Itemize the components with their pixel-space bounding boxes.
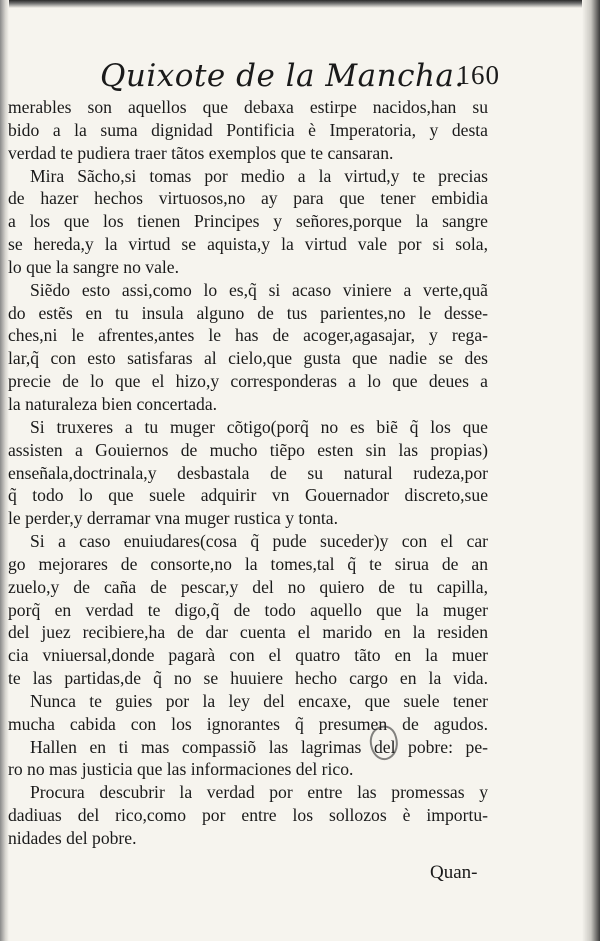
text-line: a los que los tienen Principes y señores,porque la sangre <box>8 211 488 232</box>
text-line: precie de lo que el hizo,y corresponderas a lo que deues a <box>8 371 488 392</box>
text-line: enseñala,doctrinala,y desbastala de su natural rudeza,por <box>8 462 488 483</box>
body-text <box>8 96 488 850</box>
text-line: bido a la suma dignidad Pontificia è Imperatoria, y desta <box>8 119 488 140</box>
text-line: merables son aquellos que debaxa estirpe nacidos,han su <box>8 97 488 117</box>
text-line: Si a caso enuiudares(cosa q̃ pude suceder)y con el car <box>30 531 488 552</box>
text-line: lar,q̃ con esto satisfaras al cielo,que gusta que nadie se des <box>8 348 488 369</box>
text-line: mucha cabida con los ignorantes q̃ presumen de agudos. <box>8 713 488 734</box>
text-line: nidades del pobre. <box>8 828 137 848</box>
text-line: Mira Sãcho,si tomas por medio a la virtud,y te precias <box>30 165 488 186</box>
text-line: verdad te pudiera traer tãtos exemplos que te cansaran. <box>8 142 394 163</box>
text-line: assisten a Gouiernos de mucho tiẽpo esten sin las propias) <box>8 439 488 460</box>
scan-edge-right <box>582 0 600 941</box>
text-line: te las partidas,de q̃ no se huuiere hecho cargo en la vida. <box>8 668 488 689</box>
text-line: dadiuas del rico,como por entre los sollozos è importu- <box>8 805 488 826</box>
text-line: se hereda,y la virtud se aquista,y la virtud vale por si sola, <box>8 234 488 255</box>
text-line: zuelo,y de caña de pescar,y del no quiero de tu capilla, <box>8 576 488 597</box>
text-line: porq̃ en verdad te digo,q̃ de todo aquello que la muger <box>8 599 488 620</box>
page-header <box>100 58 500 98</box>
catchword: Quan- <box>430 862 478 883</box>
text-line: cia vniuersal,donde pagarà con el quatro tãto en la muer <box>8 645 488 666</box>
text-line: le perder,y derramar vna muger rustica y tonta. <box>8 508 339 529</box>
text-line: ches,ni le afrentes,antes le has de acoger,agasajar, y rega- <box>8 325 488 346</box>
text-line: ro no mas justicia que las informaciones del rico. <box>8 759 354 780</box>
text-line: Si truxeres a tu muger cõtigo(porq̃ no es biẽ q̃ los que <box>30 416 488 437</box>
text-line: Siẽdo esto assi,como lo es,q̃ si acaso viniere a verte,quã <box>30 279 488 300</box>
text-line: q̃ todo lo que suele adquirir vn Gouernador discreto,sue <box>8 485 488 506</box>
text-line: go mejorares de consorte,no la tomes,tal q̃ te sirua de an <box>8 553 488 574</box>
running-title: Quixote de la Mancha. <box>100 58 465 94</box>
text-line: del juez recibiere,ha de dar cuenta el marido en la residen <box>8 622 488 643</box>
text-line: Nunca te guies por la ley del encaxe, que suele tener <box>30 690 488 711</box>
scan-edge-top <box>0 0 600 8</box>
text-line: Hallen en ti mas compassiõ las lagrimas del pobre: pe- <box>30 736 488 757</box>
text-line: lo que la sangre no vale. <box>8 256 179 277</box>
text-line: la naturaleza bien concertada. <box>8 393 218 414</box>
page-number: 160 <box>456 60 500 90</box>
text-line: Procura descubrir la verdad por entre las promessas y <box>30 782 488 803</box>
text-line: do estẽs en tu insula alguno de tus parientes,no le desse- <box>8 302 488 323</box>
text-line: de hazer hechos virtuosos,no ay para que tener embidia <box>8 188 488 209</box>
